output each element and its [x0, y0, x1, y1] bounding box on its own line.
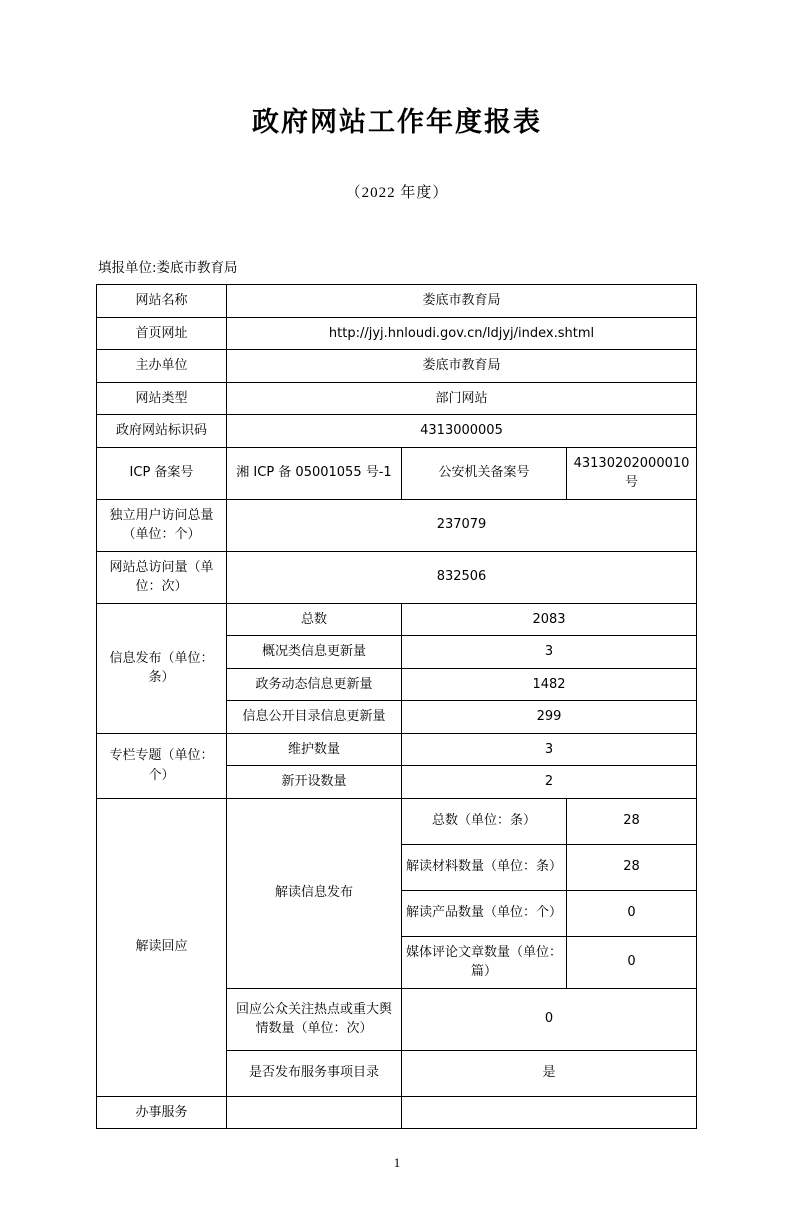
- table-row: [97, 447, 697, 499]
- table-row: [97, 382, 697, 415]
- service-row-label: 是否发布服务事项目录: [227, 1050, 402, 1096]
- interpretation-row-label: 解读产品数量（单位：个）: [402, 890, 567, 936]
- info-release-row-label: 总数: [227, 603, 402, 636]
- total-visits-label: 网站总访问量（单位：次）: [97, 551, 227, 603]
- site-code-label: 政府网站标识码: [97, 415, 227, 448]
- table-row: [97, 415, 697, 448]
- column-topic-row-value: 2: [402, 766, 697, 799]
- site-type-value: 部门网站: [227, 382, 697, 415]
- unique-visitors-value: 237079: [227, 499, 697, 551]
- interpretation-label: 解读回应: [97, 798, 227, 1096]
- homepage-value: http://jyj.hnloudi.gov.cn/ldjyj/index.shtml: [227, 317, 697, 350]
- interpretation-row-label: 媒体评论文章数量（单位：篇）: [402, 936, 567, 988]
- site-type-label: 网站类型: [97, 382, 227, 415]
- table-row: [97, 733, 697, 766]
- interpretation-row-value: 28: [567, 798, 697, 844]
- total-visits-value: 832506: [227, 551, 697, 603]
- homepage-label: 首页网址: [97, 317, 227, 350]
- table-row: [97, 285, 697, 318]
- info-release-row-label: 信息公开目录信息更新量: [227, 701, 402, 734]
- info-release-row-label: 政务动态信息更新量: [227, 668, 402, 701]
- site-name-value: 娄底市教育局: [227, 285, 697, 318]
- page-subtitle: （2022 年度）: [345, 185, 449, 201]
- reporting-unit: 填报单位:娄底市教育局: [98, 260, 238, 276]
- column-topic-label: 专栏专题（单位：个）: [97, 733, 227, 798]
- info-release-label: 信息发布（单位：条）: [97, 603, 227, 733]
- unique-visitors-label: 独立用户访问总量（单位：个）: [97, 499, 227, 551]
- column-topic-row-label: 新开设数量: [227, 766, 402, 799]
- table-row: [97, 551, 697, 603]
- table-row: [97, 798, 697, 844]
- info-release-row-value: 299: [402, 701, 697, 734]
- column-topic-row-value: 3: [402, 733, 697, 766]
- page-number: 1: [393, 1155, 401, 1170]
- service-row-value: 是: [402, 1050, 697, 1096]
- interpretation-row-value: 0: [567, 936, 697, 988]
- sponsor-value: 娄底市教育局: [227, 350, 697, 383]
- icp-label: ICP 备案号: [97, 447, 227, 499]
- info-release-row-value: 2083: [402, 603, 697, 636]
- site-code-value: 4313000005: [227, 415, 697, 448]
- table-row: [97, 350, 697, 383]
- police-record-label: 公安机关备案号: [402, 447, 567, 499]
- response-label: 回应公众关注热点或重大舆情数量（单位：次）: [227, 988, 402, 1050]
- service-label: 办事服务: [97, 1096, 227, 1129]
- site-name-label: 网站名称: [97, 285, 227, 318]
- document-page: [0, 100, 794, 1223]
- table-row: [97, 317, 697, 350]
- info-release-row-value: 3: [402, 636, 697, 669]
- response-value: 0: [402, 988, 697, 1050]
- table-row: [97, 603, 697, 636]
- interpretation-row-label: 总数（单位：条）: [402, 798, 567, 844]
- table-row: [97, 499, 697, 551]
- info-release-row-label: 概况类信息更新量: [227, 636, 402, 669]
- interpretation-row-value: 0: [567, 890, 697, 936]
- icp-value: 湘 ICP 备 05001055 号-1: [227, 447, 402, 499]
- column-topic-row-label: 维护数量: [227, 733, 402, 766]
- service-empty-cell: [227, 1096, 402, 1129]
- table-row: [97, 1096, 697, 1129]
- service-empty-cell: [402, 1096, 697, 1129]
- page-title: 政府网站工作年度报表: [252, 107, 542, 138]
- police-record-value: 43130202000010 号: [567, 447, 697, 499]
- interpretation-row-value: 28: [567, 844, 697, 890]
- interpretation-release-label: 解读信息发布: [227, 798, 402, 988]
- info-release-row-value: 1482: [402, 668, 697, 701]
- interpretation-row-label: 解读材料数量（单位：条）: [402, 844, 567, 890]
- sponsor-label: 主办单位: [97, 350, 227, 383]
- annual-report-table: [96, 284, 697, 1129]
